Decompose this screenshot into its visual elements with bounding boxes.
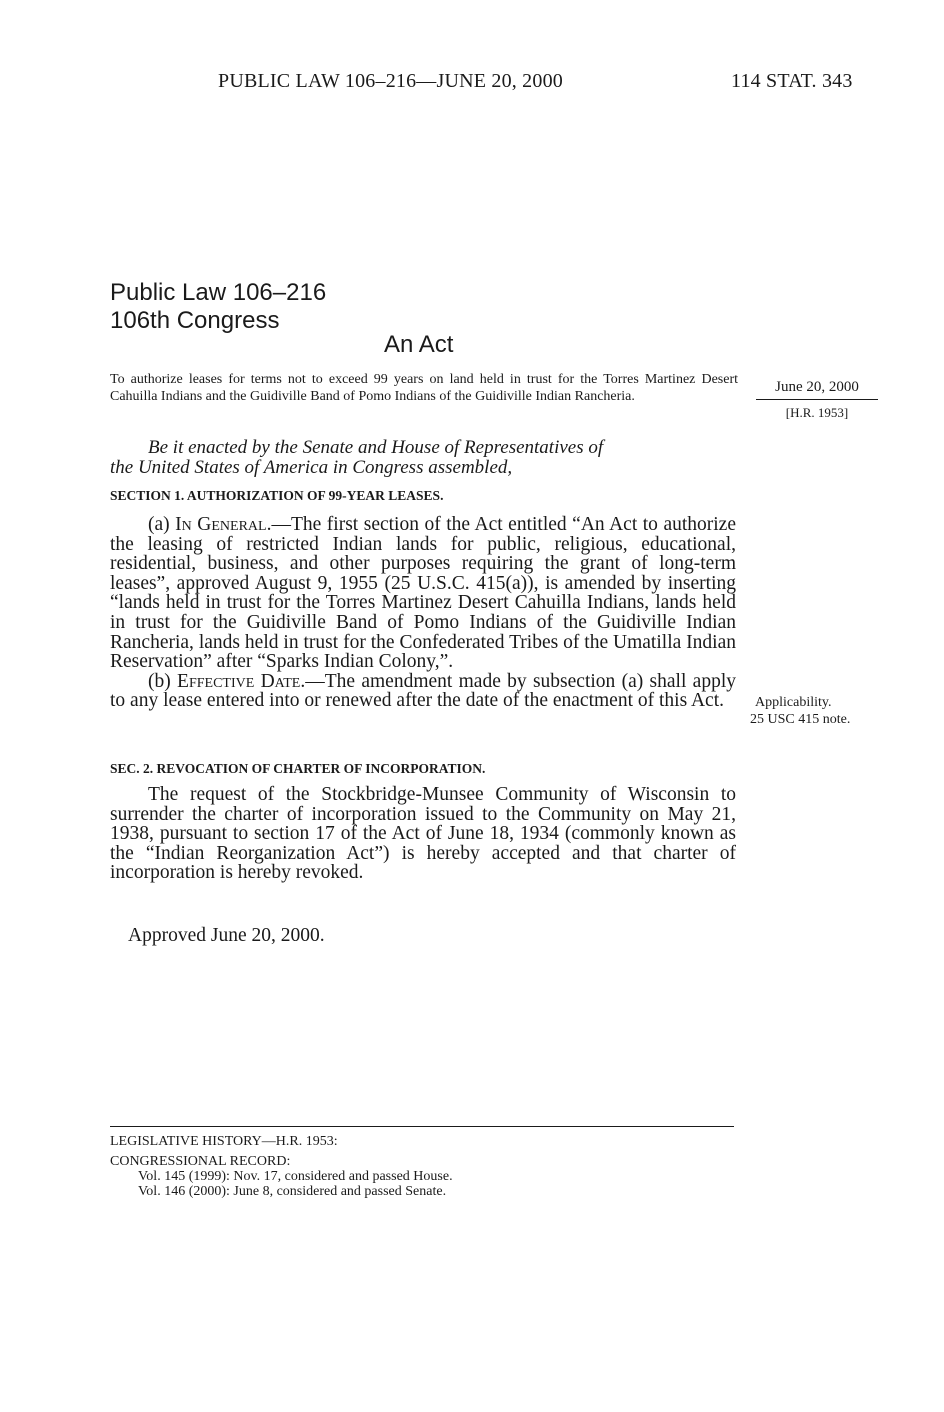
enacting-clause <box>110 438 738 478</box>
footnote-divider <box>110 1126 734 1127</box>
enactment-date-note <box>756 378 878 422</box>
act-summary: To authorize leases for terms not to exceed 99 years on land held in trust for the Torres Martinez Desert Cahuilla Indians and the Guidiville Band of Pomo Indians of the Guidiville Indian Rancheria. <box>110 372 738 404</box>
congress-label: 106th Congress <box>110 307 280 334</box>
applicability-note: Applicability. <box>755 695 832 710</box>
section-2-body <box>110 785 736 883</box>
subsection-b-heading: Effective Date <box>177 670 301 692</box>
approval-line: Approved June 20, 2000. <box>128 925 325 946</box>
subsection-a-heading: In General <box>175 514 267 535</box>
subsection-b <box>110 672 736 711</box>
enactment-date: June 20, 2000 <box>775 379 859 395</box>
usc-note: 25 USC 415 note. <box>750 712 851 727</box>
public-law-number: Public Law 106–216 <box>110 279 327 306</box>
enacting-clause-line-2: the United States of America in Congress assembled, <box>110 457 513 478</box>
legislative-history <box>110 1134 453 1199</box>
subsection-a-text: .—The first section of the Act entitled “An Act to authorize the leasing of restricted Indian lands for public, religious, educational, residential, business, and other purposes requiring the grant of long-term leases”, approved August 9, 1955 (25 U.S.C. 415(a)), is amended by inserting “lands held in trust for the Torres Martinez Desert Cahuilla Indians, lands held in trust for the Guidiville Band of Pomo Indians of the Guidiville Indian Rancheria, lands held in trust for the Confederated Tribes of the Umatilla Indian Reservation” after “Sparks Indian Colony,”. <box>110 514 736 673</box>
history-entry: Vol. 145 (1999): Nov. 17, considered and passed House. <box>138 1169 453 1184</box>
subsection-a <box>110 515 736 672</box>
section-1-body <box>110 515 736 711</box>
congressional-record-label: CONGRESSIONAL RECORD: <box>110 1154 291 1169</box>
subsection-a-marker: (a) <box>148 514 176 535</box>
legislative-history-title: LEGISLATIVE HISTORY—H.R. 1953: <box>110 1134 338 1149</box>
section-1-heading: SECTION 1. AUTHORIZATION OF 99-YEAR LEASES. <box>110 488 444 503</box>
history-entry: Vol. 146 (2000): June 8, considered and passed Senate. <box>138 1184 447 1199</box>
date-divider <box>756 399 878 400</box>
enacting-clause-line-1: Be it enacted by the Senate and House of Representatives of <box>148 437 604 458</box>
subsection-b-marker: (b) <box>148 670 178 692</box>
act-label: An Act <box>384 331 454 358</box>
section-2-text: The request of the Stockbridge-Munsee Community of Wisconsin to surrender the charter of incorporation issued to the Community on May 21, 1938, pursuant to section 17 of the Act of June 18, 1934 (commonly known as the “Indian Reorganization Act”) is hereby accepted and that charter of incorporation is hereby revoked. <box>110 784 736 884</box>
subsection-b-text: .—The amendment made by subsection (a) shall apply to any lease entered into or renewed after the date of the enactment of this Act. <box>110 670 736 712</box>
running-head: PUBLIC LAW 106–216—JUNE 20, 2000 <box>218 70 563 92</box>
bill-number: [H.R. 1953] <box>785 405 849 420</box>
stat-page-number: 114 STAT. 343 <box>731 70 853 92</box>
section-2-heading: SEC. 2. REVOCATION OF CHARTER OF INCORPORATION. <box>110 761 486 776</box>
